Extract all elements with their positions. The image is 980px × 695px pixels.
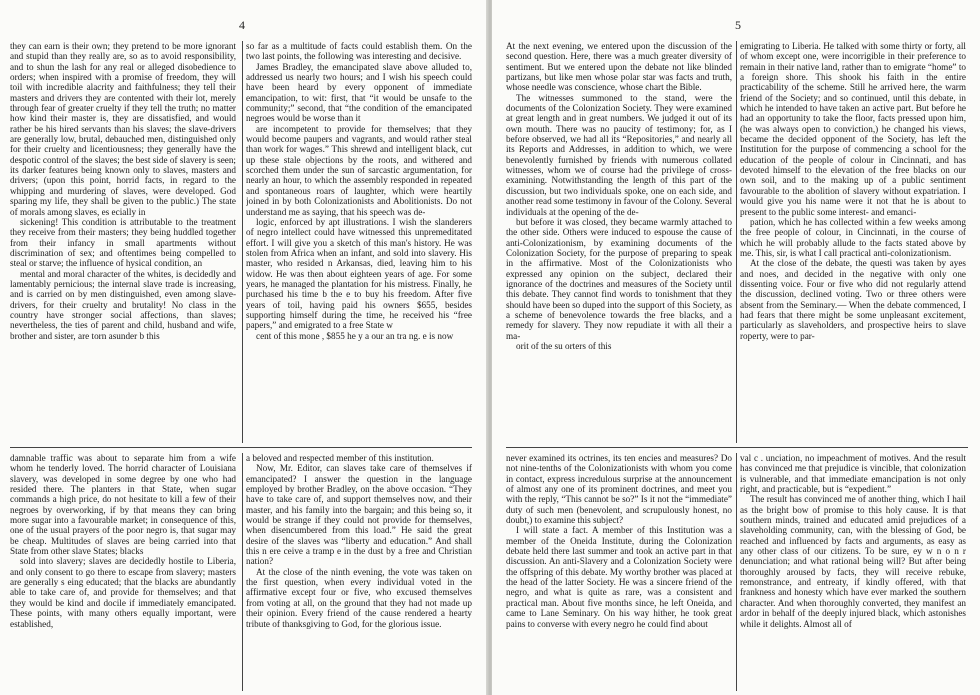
paragraph: are incompetent to provide for themselves; that they would become paupers and vagrants, and would rather steal than work for wages.” This shrewd and intelligent black, cut up these stale objections by the roots, and withered and scorched them under the sun of sarcastic argumentation, for nearly an hour, to which the assembly responded in repeated and spontaneous roars of laughter, which were heartily joined in by both Colonizationists and Abolitionists. Do not understand me as saying, that his speech was de- [246, 123, 472, 217]
paragraph: they can earn is their own; they pretend to be more ignorant and stupid than they really are, so as to avoid responsibility, and to shun the lash for any real or alleged disobedience to orders; when inspired with a promise of freedom, they will toil with incredible alacrity and faithfulness; they tell their masters and drivers they are contented with their lot, merely through fear of greater cruelty if they tell the truth; no matter how kind their master is, they are dissatisfied, and would rather be his hired servants than his slaves; the slave-drivers are generally low, brutal, debauched men, distinguished only for their cruelty and licentiousness; they generally have the despotic control of the slaves; the best side of slavery is seen; its darker features being known only to slaves, masters and drivers; (upon this point, horrid facts, in regard to the whipping and murdering of slaves, were developed. God sparing my life, they shall be given to the public.) The state of morals among slaves, es ecially in [10, 41, 236, 217]
paragraph: mental and moral character of the whites, is decidedly and lamentably pernicious; the internal slave trade is increasing, and is carried on by men distinguished, even among slave-drivers, for their cruelty and brutality! No class in the country have stronger social affections, than slaves; nevertheless, the ties of parent and child, husband and wife, brother and sister, are torn asunder b this [10, 268, 236, 341]
paragraph: orit of the su orters of this [516, 340, 612, 351]
paragraph: sold into slavery; slaves are decidedly hostile to Liberia, and only consent to go there to escape from slavery; masters are generally s eing educated; that the blacks are abundantly able to take care of, and provide for themselves; and that they would be kind and docile if immediately emancipated. These points, with many others equally important, were established, [10, 556, 236, 629]
left-col2-bottom [246, 453, 472, 691]
right-col2-top [740, 41, 966, 443]
paragraph: At the next evening, we entered upon the discussion of the second question. Here, there was a much greater diversity of sentiment. But we entered upon the debate not like blinded partizans, but like men whose polar star was facts and truth, whose needle was conscience, whose chart the Bible. [506, 41, 732, 93]
column-rule [242, 453, 243, 691]
right-col2-bottom [740, 453, 966, 691]
right-col1-top [506, 41, 732, 443]
paragraph: James Bradley, the emancipated slave above alluded to, addressed us nearly two hours; and I wish his speech could have been heard by every opponent of immediate emancipation, to wit: first, that “it would be unsafe to the community;” second, that “the condition of the emancipated negroes would be worse than it [246, 61, 472, 124]
right-page [492, 0, 980, 695]
right-col1-bottom [506, 453, 732, 691]
paragraph: but before it was closed, they became warmly attached to the other side. Others were induced to espouse the cause of anti-Colonizationism, by examining documents of the Colonization Society, for the purpose of preparing to speak in the affirmative. Most of the Colonizationists who expressed any opinion on the subject, declared their ignorance of the doctrines and measures of the Society until this debate. They cannot find words to tonishment that they should have been so duped into the support of this Society, as a scheme of benevolence towards the free blacks, and a remedy for slavery. They now repudiate it with all their a ma- [506, 216, 732, 341]
paragraph: The witnesses summoned to the stand, were the documents of the Colonization Society. They were examined at great length and in great numbers. We judged it out of its own mouth. There was no paucity of testimony; for, as I before observed, we had all its “Repositories,” and nearly all its Reports and Addresses, in addition to which, we were benevolently furnished by friends with numerous collated witnesses, whom we of course had the privilege of cross-examining. Notwithstanding the length of this part of the discussion, but two individuals spoke, one on each side, and another read some testimony in favour of the Colony. Several individuals at the opening of the de- [506, 92, 732, 217]
paragraph: a beloved and respected member of this institution. [246, 453, 434, 463]
column-rule [736, 41, 737, 443]
paragraph: pation, which he has collected within a few weeks among the free people of colour, in Cincinnati, in the course of which he will probably allude to the facts stated above by me. This, sir, is what I call practical anti-colonizationism. [740, 216, 966, 258]
left-col1-top [10, 41, 236, 443]
paragraph: emigrating to Liberia. He talked with some thirty or forty, all of whom except one, were incorrigible in their preference to remain in their native land, rather than to emigrate “home” to a foreign shore. This shook his faith in the entire practicability of the scheme. Still he arrived here, the warm friend of the Society; and so continued, until this debate, in which he intended to have taken an active part. But before he had an opportunity to take the floor, facts pressed upon him, (he was always open to conviction,) he changed his views, became the decided opponent of the Society, has left the Institution for the purpose of commencing a school for the education of the people of colour in Cincinnati, and has devoted himself to the elevation of the free blacks on our own soil, and to the making up of a public sentiment favourable to the abolition of slavery without expatriation. I would give you his name were it not that he is about to present to the public some interest- and emanci- [740, 41, 966, 217]
paragraph: I will state a fact. A member of this Institution was a member of the Oneida Institute, during the Colonization debate held there last summer and took an active part in that discussion. An anti-Slavery and a Colonization Society were the offspring of this debate. My worthy brother was placed at the head of the latter Society. He was a sincere friend of the negro, and what is quite as rare, was a consistent and practical man. About five months since, he left Oneida, and came to Lane Seminary. On his way hither, he took great pains to converse with every negro he could find about [506, 525, 732, 629]
column-rule [242, 41, 243, 443]
page-number-right: 5 [735, 18, 741, 32]
paragraph: sickening! This condition is attributable to the treatment they receive from their masters; they being huddled together from their infancy in small apartments without discrimination of sex; and oftentimes being compelled to steal or starve; the influence of hysical condition, an [10, 216, 236, 269]
paragraph: cent of this mone , $855 he y a our an tra ng. e is now [256, 330, 454, 341]
left-col1-bottom [10, 453, 236, 691]
left-page [0, 0, 488, 695]
paragraph: At the close of the ninth evening, the vote was taken on the first question, when every individual voted in the affirmative except four or five, who excused themselves from voting at all, on the ground that they had not made up their opinion. Every friend of the cause rendered a hearty tribute of thanksgiving to God, for the glorious issue. [246, 566, 472, 629]
paragraph: The result has convinced me of another thing, which I hail as the bright bow of promise to this holy cause. It is that southern minds, trained and educated amid prejudices of a slaveholding community, can, with the blessing of God, be reached and influenced by facts and arguments, as easy as any other class of our citizens. To be sure, ey w n o n r denunciation; and what rational being will? But after being thoroughly aroused by facts, they will receive rebuke, remonstrance, and entreaty, if kindly offered, with that frankness and honesty which have ever marked the southern character. And when thoroughly converted, they manifest an ardor in behalf of the deeply injured black, which astonishes while it delights. Almost all of [740, 494, 966, 629]
left-col2-top [246, 41, 472, 443]
paragraph: so far as a multitude of facts could establish them. On the two last points, the following was interesting and decisive. [246, 41, 472, 62]
paragraph: Now, Mr. Editor, can slaves take care of themselves if emancipated? I answer the question in the language employed by brother Bradley, on the above occasion. “They have to take care of, and support themselves now, and their master, and his family into the bargain; and this being so, it would be strange if they could not provide for themselves, when disencumbered from this load.” He said the great desire of the slaves was “liberty and education.” And shall this n ere ceive a tramp e in the dust by a free and Christian nation? [246, 463, 472, 567]
paragraph: never examined its octrines, its ten encies and measures? Do not nine-tenths of the Colonizationists with whom you come in contact, express incredulous surprise at the announcement of almost any one of its prominent doctrines, and meet you with the reply, “This cannot be so?” Is it not the “immediate” duty of such men (benevolent, and scrupulously honest, no doubt,) to examine this subject? [506, 453, 732, 526]
paragraph: At the close of the debate, the questi was taken by ayes and noes, and decided in the negative with only one dissenting voice. Four or five who did not regularly attend the discussion, declined voting. Two or three others were absent from the Seminary.— When the debate commenced, I had fears that there might be some unpleasant excitement, particularly as slaveholders, and prospective heirs to slave roperty, were to par- [740, 258, 966, 341]
section-rule [10, 447, 472, 448]
column-rule [736, 453, 737, 691]
paragraph: logic, enforced by apt illustrations. I wish the slanderers of negro intellect could have witnessed this unpremeditated effort. I will give you a sketch of this man's history. He was stolen from Africa when an infant, and sold into slavery. His master, who resided n Arkansas, died, leaving him to his widow. He was then about eighteen years of age. For some years, he managed the plantation for his mistress. Finally, he purchased his time b the e to buy his freedom. After five years of toil, having paid his owners $655, besides supporting himself during the time, he received his “free papers,” and emigrated to a free State w [246, 216, 472, 331]
paragraph: damnable traffic was about to separate him from a wife whom he tenderly loved. The horrid character of Louisiana slavery, was developed in some degree by one who had resided there. The planters in that State, when sugar commands a high price, do not hesitate to kill a few of their negroes by overworking, if by that means they can bring more sugar into a favourable market; in consequence of this, one of the usual prayers of the poor negro is, that sugar may be cheap. Multitudes of slaves are being carried into that State from other slave States; blacks [10, 453, 236, 557]
section-rule [506, 447, 968, 448]
paragraph: val c . unciation, no impeachment of motives. And the result has convinced me that prejudice is vincible, that colonization is vulnerable, and that immediate emancipation is not only right, and practicable, but is “expedient.” [740, 453, 966, 495]
page-number-left: 4 [239, 18, 245, 32]
